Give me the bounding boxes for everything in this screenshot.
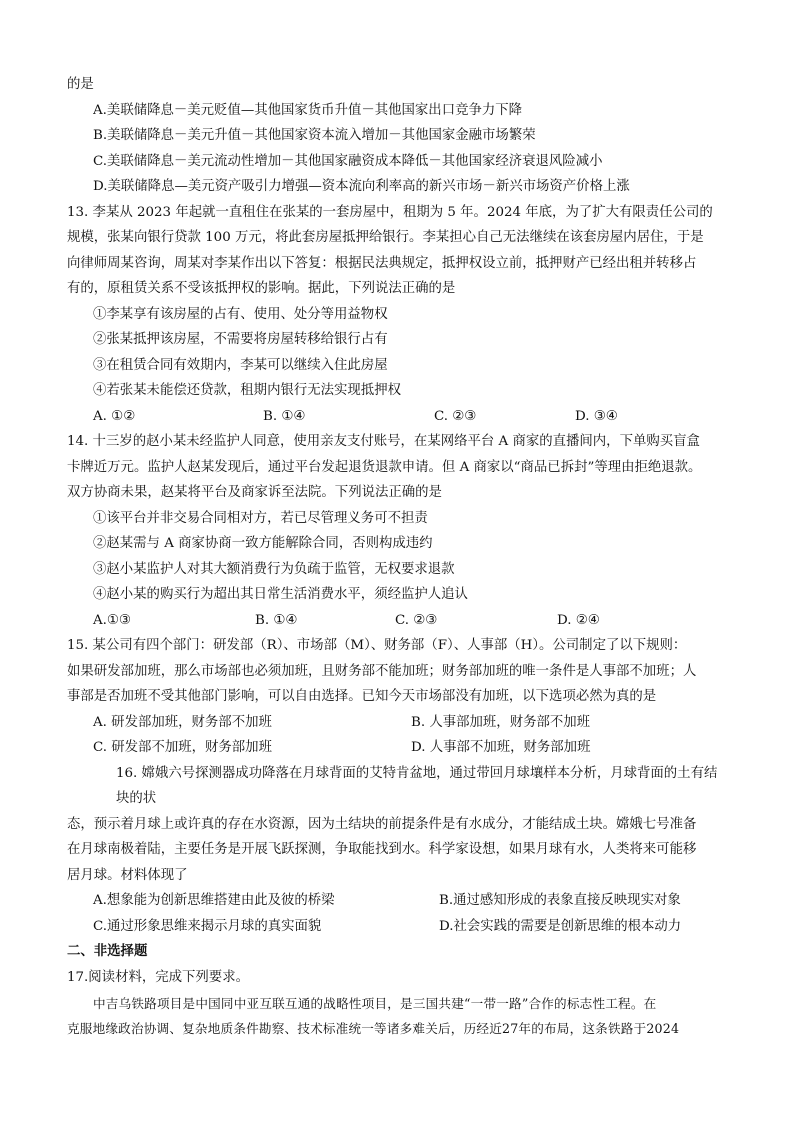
q13-item-1: ①李某享有该房屋的占有、使用、处分等用益物权: [93, 307, 388, 322]
q16-stem-line: 态，预示着月球上或许真的存在水资源，因为土结块的前提条件是有水成分，才能结成土块。嫦娥七号准备: [67, 817, 697, 832]
q16-stem-line: 居月球。材料体现了: [67, 868, 188, 883]
q14-item-4: ④赵小某的购买行为超出其日常生活消费水平，须经监护人追认: [93, 587, 468, 602]
q15-stem-line: 事部是否加班不受其他部门影响，可以自由选择。已知今天市场部没有加班，以下选项必然为真的是: [67, 689, 657, 704]
q14-item-3: ③赵小某监护人对其大额消费行为负疏于监管，无权要求退款: [93, 562, 455, 577]
q13-item-4: ④若张某未能偿还贷款，租期内银行无法实现抵押权: [93, 383, 401, 398]
q16-stem-line: 16. 嫦娥六号探测器成功降落在月球背面的艾特肯盆地，通过带回月球壤样本分析，月球背面的土有结: [116, 766, 718, 781]
q14-choice-c: C. ②③: [395, 613, 438, 628]
q13-stem-line: 规模，张某向银行贷款 100 万元，将此套房屋抵押给银行。李某担心自己无法继续在该套房屋内居住，于是: [67, 230, 704, 245]
q16-choice-b: B.通过感知形成的表象直接反映现实对象: [439, 893, 681, 908]
q16-choice-c: C.通过形象思维来揭示月球的真实面貌: [93, 919, 322, 934]
q14-stem-line: 双方协商未果，赵某将平台及商家诉至法院。下列说法正确的是: [67, 485, 442, 500]
q15-stem-line: 15. 某公司有四个部门：研发部（R）、市场部（M）、财务部（F）、人事部（H）。公司制定了以下规则：: [67, 638, 687, 653]
q14-stem-line: 卡牌近万元。监护人赵某发现后，通过平台发起退货退款申请。但 A 商家以“商品已拆封”等理由拒绝退款。: [67, 460, 702, 475]
q15-choice-b: B. 人事部加班，财务部不加班: [411, 715, 591, 730]
q16-choice-d: D.社会实践的需要是创新思维的根本动力: [439, 919, 682, 934]
q15-choice-a: A. 研发部加班，财务部不加班: [93, 715, 272, 730]
q15-stem-line: 如果研发部加班，那么市场部也必须加班，且财务部不能加班；财务部加班的唯一条件是人事部不加班；人: [67, 664, 697, 679]
q16-stem-line: 在月球南极着陆，主要任务是开展飞跃探测，争取能找到水。科学家设想，如果月球有水，人类将来可能移: [67, 842, 697, 857]
q16-stem-line: 块的状: [116, 791, 157, 806]
q12-stem-tail: 的是: [67, 77, 94, 92]
q13-choice-d: D. ③④: [575, 409, 618, 424]
q14-stem-line: 14. 十三岁的赵小某未经监护人同意，使用亲友支付账号，在某网络平台 A 商家的直播间内，下单购买盲盒: [67, 434, 700, 449]
q14-item-2: ②赵某需与 A 商家协商一致方能解除合同，否则构成违约: [93, 536, 433, 551]
q13-item-2: ②张某抵押该房屋，不需要将房屋转移给银行占有: [93, 332, 388, 347]
q17-stem: 17.阅读材料，完成下列要求。: [67, 970, 249, 985]
section-heading: 二、非选择题: [67, 943, 148, 959]
q13-stem-line: 有的，原租赁关系不受该抵押权的影响。据此，下列说法正确的是: [67, 281, 456, 296]
q13-stem-line: 向律师周某咨询，周某对李某作出以下答复：根据民法典规定，抵押权设立前，抵押财产已经出租并转移占: [67, 256, 697, 271]
q16-choice-a: A.想象能为创新思维搭建由此及彼的桥梁: [93, 893, 335, 908]
q14-choice-a: A.①③: [93, 613, 131, 628]
q12-option-c: C.美联储降息－美元流动性增加－其他国家融资成本降低－其他国家经济衰退风险减小: [93, 154, 603, 169]
q14-choice-b: B. ①④: [255, 613, 298, 628]
q13-choice-b: B. ①④: [263, 409, 306, 424]
q13-choice-c: C. ②③: [434, 409, 477, 424]
q12-option-d: D.美联储降息—美元资产吸引力增强—资本流向利率高的新兴市场－新兴市场资产价格上涨: [93, 179, 630, 194]
q17-material-line: 中吉乌铁路项目是中国同中亚互联互通的战略性项目，是三国共建“一带一路”合作的标志性工程。在: [93, 996, 657, 1011]
q13-item-3: ③在租赁合同有效期内，李某可以继续入住此房屋: [93, 358, 388, 373]
q12-option-b: B.美联储降息－美元升值－其他国家资本流入增加－其他国家金融市场繁荣: [93, 128, 536, 143]
q15-choice-c: C. 研发部不加班，财务部加班: [93, 740, 272, 755]
q15-choice-d: D. 人事部不加班，财务部加班: [411, 740, 591, 755]
q12-option-a: A.美联储降息－美元贬值—其他国家货币升值－其他国家出口竞争力下降: [93, 103, 523, 118]
q17-material-line: 克服地缘政治协调、复杂地质条件勘察、技术标准统一等诸多难关后，历经近27年的布局，这条铁路于2024: [67, 1021, 680, 1036]
q14-choice-d: D. ②④: [557, 613, 600, 628]
q14-item-1: ①该平台并非交易合同相对方，若已尽管理义务可不担责: [93, 511, 428, 526]
q13-choice-a: A. ①②: [93, 409, 136, 424]
q13-stem-line: 13. 李某从 2023 年起就一直租住在张某的一套房屋中，租期为 5 年。2024 年底，为了扩大有限责任公司的: [67, 205, 713, 220]
